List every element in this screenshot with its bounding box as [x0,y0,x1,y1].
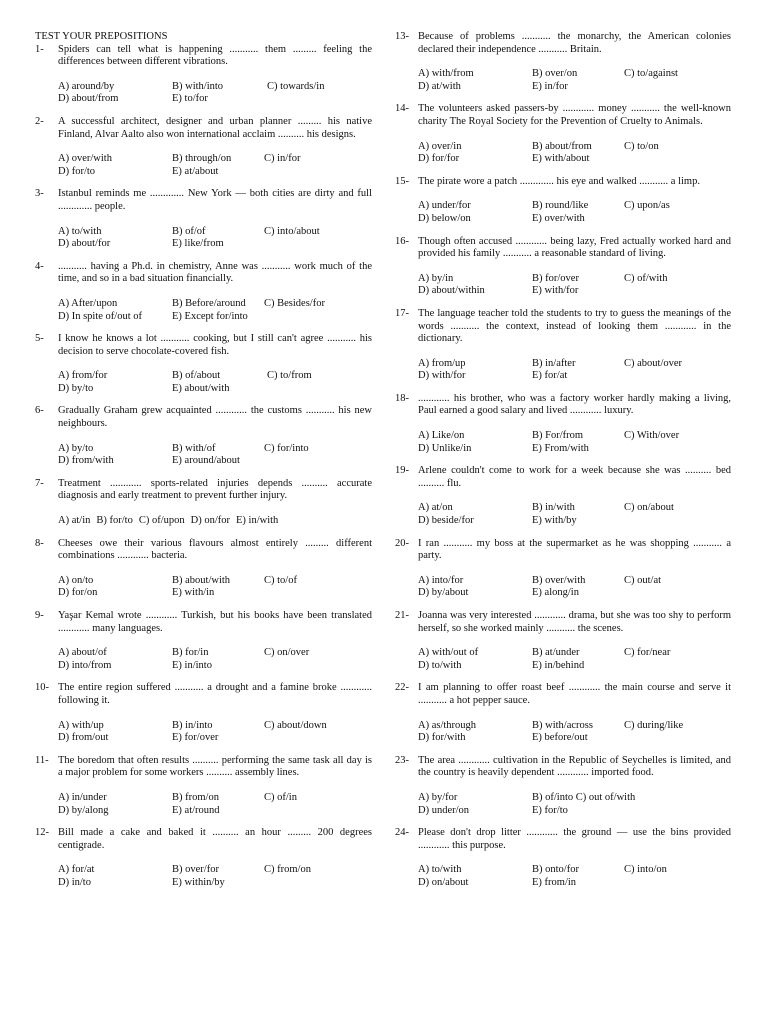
answer-option: C) of/upon [138,515,185,527]
answer-option: E) for/over [172,732,219,744]
answer-option: D) Unlike/in [418,442,472,454]
answer-option: C) for/into [264,442,309,454]
answer-option: A) at/in [58,515,91,527]
question-text: Yaşar Kemal wrote ............ Turkish, but his books have been translated ............ many languages. [58,610,372,634]
answer-option: A) by/for [418,791,458,803]
answer-option: B) through/on [172,153,232,165]
question-text: Bill made a cake and baked it .......... an hour ......... 200 degrees centigrade. [58,827,372,851]
answer-option: D) about/from [58,93,119,105]
question-text: Because of problems ........... the monarchy, the American colonies declared their independence ........... Britain. [418,31,731,55]
answer-option: B) with/of [172,442,216,454]
answer-option: E) to/for [172,93,208,105]
answer-option: C) in/for [264,153,301,165]
question-number: 19- [395,465,409,477]
answer-option: D) into/from [58,659,112,671]
answer-option: A) with/from [418,68,474,80]
answer-options [58,370,372,395]
answer-option: A) around/by [58,80,115,92]
question-text: Spiders can tell what is happening ........... them ......... feeling the differences between different vibrations. [58,43,372,68]
question-block [395,31,731,93]
answer-option: B) over/for [172,864,219,876]
answer-option: B) Before/around [172,297,246,309]
answer-option: B) from/on [172,791,219,803]
question-number: 17- [395,307,409,319]
answer-options [58,792,372,817]
question-number: 2- [35,115,44,127]
answer-option: E) for/to [532,804,568,816]
answer-option: C) into/about [264,225,320,237]
answer-option: E) with/by [532,515,577,527]
question-text: Treatment ............ sports-related injuries depends .......... accurate diagnosis and early treatment to prevent further injury. [58,477,372,502]
question-block [395,308,731,383]
question-number: 18- [395,392,409,404]
question-stem [35,610,372,635]
question-block [35,755,372,817]
question-stem [35,261,372,286]
question-text: The volunteers asked passers-by ............ money ........... the well-known charity The Royal Society for the Prevention of Cruelty to Animals. [418,103,731,127]
question-text: Though often accused ............ being lazy, Fred actually worked hard and provided his family ........... a reasonable standard of living. [418,235,731,260]
question-block [35,44,372,106]
answer-option: D) for/with [418,732,466,744]
question-number: 5- [35,333,44,345]
answer-option: A) from/up [418,357,466,369]
answer-option: E) with/for [532,285,579,297]
answer-option: C) to/on [624,140,659,152]
question-text: ........... having a Ph.d. in chemistry, Anne was ........... work much of the time, and so in a bad situation financially. [58,260,372,285]
question-text: I know he knows a lot ........... cooking, but I still can't agree ........... his decision to serve chocolate-covered fish. [58,333,372,357]
answer-options [58,515,372,528]
answer-option: C) on/about [624,502,674,514]
answer-options [418,647,731,672]
question-number: 13- [395,31,409,42]
answer-option: E) Except for/into [172,310,248,322]
question-block [395,236,731,298]
question-text: The boredom that often results .......... performing the same task all day is a major problem for some workers .......... assembly lines. [58,754,372,779]
question-number: 6- [35,405,44,417]
question-block [35,682,372,744]
answer-option: E) within/by [172,876,225,888]
question-number: 15- [395,175,409,187]
question-number: 22- [395,682,409,694]
answer-options [418,430,731,455]
question-number: 21- [395,610,409,621]
answer-options [418,792,731,817]
answer-option: D) by/along [58,804,109,816]
question-stem [395,103,731,128]
question-stem [395,308,731,346]
answer-option: D) from/with [58,455,114,467]
answer-option [635,792,731,805]
answer-option: B) with/across [532,719,593,731]
question-block [395,176,731,226]
answer-option: E) with/in [172,587,215,599]
answer-option: C) out/at [624,574,662,586]
answer-option: E) in/into [172,659,212,671]
answer-option: D) about/for [58,238,111,250]
question-block [395,393,731,455]
question-number: 20- [395,537,409,549]
answer-option: B) at/under [532,647,580,659]
answer-options [418,68,731,93]
answer-options [58,226,372,251]
answer-option: D) by/about [418,587,469,599]
answer-option: A) over/in [418,140,462,152]
question-block [35,116,372,178]
answer-option: C) of/with [624,272,668,284]
question-text: Please don't drop litter ............ the ground — use the bins provided ............ this purpose. [418,827,731,851]
answer-option: B) in/with [532,502,575,514]
answer-option: A) at/on [418,502,453,514]
answer-options [58,864,372,889]
answer-options [418,141,731,166]
answer-options [418,720,731,745]
answer-option: D) on/about [418,876,469,888]
answer-option: A) to/with [418,864,462,876]
answer-option: E) at/about [172,165,219,177]
answer-option: B) in/after [532,357,576,369]
answer-option: C) about/over [624,357,683,369]
question-stem [35,755,372,780]
answer-option: B) of/of [172,225,206,237]
question-stem [35,188,372,213]
answer-option: C) of/in [264,791,297,803]
left-column [35,31,372,890]
question-block [395,610,731,672]
question-block [35,478,372,528]
answer-options [418,273,731,298]
question-stem [395,236,731,261]
page-title: TEST YOUR PREPOSITIONS [35,31,168,42]
answer-option: B) onto/for [532,864,579,876]
answer-options [58,720,372,745]
answer-option: B) For/from [532,430,584,442]
answer-option: B) for/over [532,272,579,284]
answer-option: D) below/on [418,212,471,224]
answer-option: B) of/about [172,370,221,382]
answer-option: C) to/from [267,370,312,382]
answer-option: D) to/with [418,659,462,671]
question-text: Istanbul reminds me ............. New York — both cities are dirty and full ............. people. [58,188,372,212]
answer-option: A) about/of [58,647,107,659]
answer-options [58,153,372,178]
answer-option: D) for/to [58,165,96,177]
answer-option: E) around/about [172,455,240,467]
question-number: 24- [395,827,409,839]
answer-option: A) in/under [58,791,107,803]
question-text: A successful architect, designer and urban planner ......... his native Finland, Alvar Aalto also won international acclaim .......... his designs. [58,115,372,140]
question-text: The area ............ cultivation in the Republic of Seychelles is limited, and the country is heavily dependent ............ imported food. [418,754,731,779]
question-text: I am planning to offer roast beef ............ the main course and serve it ........... a hot pepper sauce. [418,682,731,706]
answer-option: B) round/like [532,200,589,212]
question-stem [395,610,731,635]
question-stem [395,465,731,490]
answer-option: A) from/for [58,370,108,382]
answer-option: A) under/for [418,200,471,212]
answer-option: D) from/out [58,732,109,744]
right-column [395,31,731,890]
answer-options [58,298,372,323]
answer-option: B) of/into C) out of/with [532,791,636,803]
answer-options [58,443,372,468]
question-number: 8- [35,537,44,549]
answer-option: A) to/with [58,225,102,237]
question-block [395,827,731,889]
answer-option: C) upon/as [624,200,670,212]
answer-option: C) from/on [264,864,311,876]
question-stem [395,538,731,563]
question-stem [395,827,731,852]
answer-options [418,864,731,889]
question-block [35,827,372,889]
question-block [395,682,731,744]
answer-option: B) for/to [96,515,133,527]
question-text: ............ his brother, who was a factory worker hardly making a living, Paul earned a good salary and lived ............ luxury. [418,392,731,417]
question-stem [395,682,731,707]
question-block [35,261,372,323]
answer-option: A) as/through [418,719,477,731]
question-stem [35,405,372,430]
answer-option: C) during/like [624,719,684,731]
answer-option: D) about/within [418,285,485,297]
answer-option: B) about/with [172,574,231,586]
answer-option: A) Like/on [418,430,465,442]
answer-option: A) for/at [58,864,95,876]
answer-option: B) with/into [172,80,224,92]
answer-options [58,647,372,672]
answer-option: E) like/from [172,238,224,250]
answer-option: E) in/for [532,80,568,92]
answer-options [418,502,731,527]
question-stem [395,31,731,56]
question-number: 12- [35,827,49,839]
question-block [35,538,372,600]
question-block [35,405,372,467]
question-text: The entire region suffered ........... a drought and a famine broke ............ following it. [58,682,372,706]
answer-option: D) with/for [418,370,466,382]
question-stem [395,755,731,780]
question-number: 10- [35,682,49,694]
answer-option: D) at/with [418,80,461,92]
answer-option: E) before/out [532,732,588,744]
answer-options [418,358,731,383]
answer-options [58,575,372,600]
answer-option: C) towards/in [267,80,325,92]
question-block [35,610,372,672]
answer-option: C) for/near [624,647,671,659]
answer-option: D) In spite of/out of [58,310,142,322]
answer-option: A) over/with [58,153,112,165]
question-number: 7- [35,477,44,489]
answer-options [58,81,372,106]
answer-option: B) about/from [532,140,592,152]
answer-option: B) for/in [172,647,209,659]
question-stem [35,44,372,69]
question-stem [35,682,372,707]
question-stem [35,827,372,852]
answer-option: E) from/in [532,876,577,888]
answer-option: E) for/at [532,370,568,382]
question-text: The pirate wore a patch ............. his eye and walked ........... a limp. [418,175,700,187]
answer-option: B) in/into [172,719,213,731]
answer-option: E) From/with [532,442,589,454]
question-stem [395,176,731,189]
question-stem [35,116,372,141]
question-text: Arlene couldn't come to work for a week because she was .......... bed .......... flu. [418,465,731,489]
answer-option: A) with/up [58,719,104,731]
question-block [395,538,731,600]
answer-option: D) in/to [58,876,91,888]
question-text: Gradually Graham grew acquainted ............ the customs ........... his new neighbours. [58,405,372,430]
answer-option: C) on/over [264,647,310,659]
answer-option: C) to/against [624,68,678,80]
question-block [35,188,372,250]
question-number: 4- [35,260,44,272]
answer-option: A) After/upon [58,297,118,309]
answer-option: A) by/in [418,272,454,284]
answer-option: C) into/on [624,864,667,876]
answer-option: E) in/behind [532,659,585,671]
answer-options [418,575,731,600]
question-text: I ran ........... my boss at the supermarket as he was shopping ........... a party. [418,537,731,562]
answer-option: C) With/over [624,430,680,442]
answer-option: E) in/with [236,515,279,527]
question-stem [35,538,372,563]
question-number: 14- [395,103,409,115]
answer-option: A) with/out of [418,647,479,659]
question-stem [395,393,731,418]
answer-option: C) about/down [264,719,327,731]
answer-option: A) into/for [418,574,464,586]
question-number: 9- [35,610,44,621]
answer-option: E) along/in [532,587,579,599]
question-number: 23- [395,754,409,766]
answer-options [418,200,731,225]
question-number: 1- [35,43,44,55]
answer-option: D) under/on [418,804,470,816]
question-text: Joanna was very interested ............ drama, but she was too shy to perform herself, so she worked mainly ........... the scenes. [418,610,731,634]
answer-option: B) over/with [532,574,586,586]
answer-option: D) on/for [190,515,230,527]
answer-option: A) by/to [58,442,94,454]
answer-option: D) beside/for [418,515,474,527]
answer-option: C) to/of [264,574,297,586]
answer-option: E) about/with [172,382,230,394]
answer-option: D) for/on [58,587,98,599]
answer-option: D) for/for [418,153,460,165]
question-stem [35,333,372,358]
question-number: 11- [35,754,49,766]
question-text: The language teacher told the students to try to guess the meanings of the words ........... the context, instead of looking them ............ in the dictionary. [418,307,731,345]
answer-option: E) over/with [532,212,585,224]
answer-option: A) on/to [58,574,94,586]
question-text: Cheeses owe their various flavours almost entirely ......... different combinations ............ bacteria. [58,537,372,562]
question-stem [35,478,372,503]
question-number: 3- [35,188,44,200]
answer-option: E) at/round [172,804,220,816]
question-block [395,103,731,165]
answer-option: B) over/on [532,68,578,80]
answer-option: C) Besides/for [264,297,325,309]
question-number: 16- [395,235,409,247]
answer-option: D) by/to [58,382,94,394]
question-block [395,755,731,817]
answer-option: E) with/about [532,153,590,165]
question-block [395,465,731,527]
question-block [35,333,372,395]
